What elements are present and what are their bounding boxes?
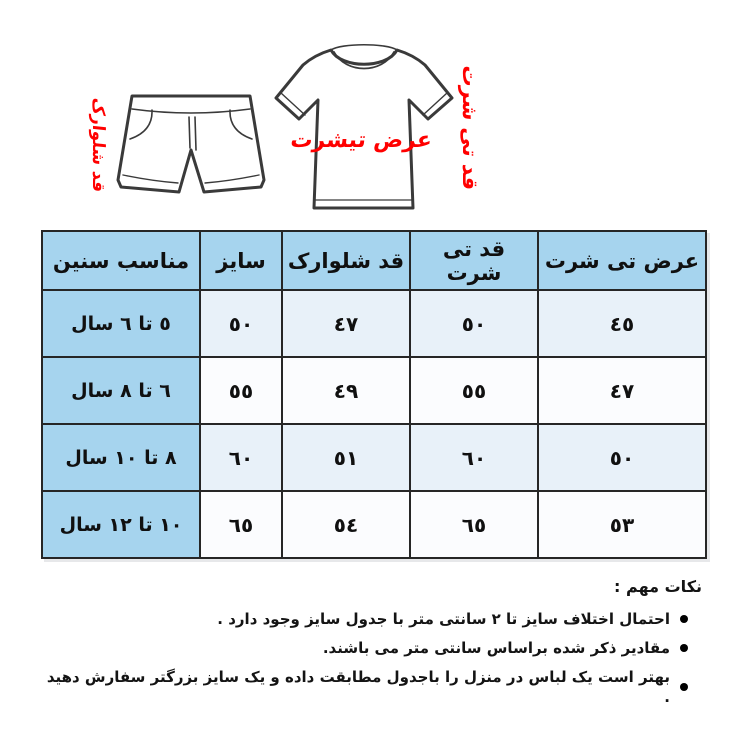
note-text: مقادیر ذکر شده براساس سانتی متر می باشند. xyxy=(322,639,670,657)
cell-shorts-length: ٤٧ xyxy=(282,290,410,357)
notes-list xyxy=(38,609,688,707)
col-header-ages: مناسب سنین xyxy=(42,231,200,290)
cell-tshirt-length: ٦٥ xyxy=(410,491,538,558)
cell-ages: ٨ تا ١٠ سال xyxy=(42,424,200,491)
cell-tshirt-width: ٥٠ xyxy=(538,424,706,491)
table-row xyxy=(42,424,706,491)
table-header-row xyxy=(42,231,706,290)
note-item xyxy=(38,638,688,658)
col-header-shorts-length: قد شلوارک xyxy=(282,231,410,290)
shorts-length-label: قد شلوارک xyxy=(88,96,108,194)
cell-tshirt-width: ٤٧ xyxy=(538,357,706,424)
table-row xyxy=(42,491,706,558)
cell-tshirt-length: ٦٠ xyxy=(410,424,538,491)
col-header-size: سایز xyxy=(200,231,282,290)
cell-ages: ٦ تا ٨ سال xyxy=(42,357,200,424)
table-row xyxy=(42,290,706,357)
notes-title: نکات مهم : xyxy=(614,577,702,596)
cell-tshirt-width: ٤٥ xyxy=(538,290,706,357)
cell-tshirt-length: ٥٥ xyxy=(410,357,538,424)
bullet-icon xyxy=(680,615,688,623)
cell-size: ٦٥ xyxy=(200,491,282,558)
tshirt-length-label: قد تی شرت xyxy=(458,64,482,192)
cell-shorts-length: ٥٤ xyxy=(282,491,410,558)
size-table xyxy=(41,230,707,559)
tshirt-width-label: عرض تیشرت xyxy=(289,128,434,153)
shorts-drawing xyxy=(112,86,270,208)
cell-ages: ١٠ تا ١٢ سال xyxy=(42,491,200,558)
notes-section xyxy=(38,577,702,716)
note-item xyxy=(38,667,688,707)
note-text: احتمال اختلاف سایز تا ۲ سانتی متر با جدول سایز وجود دارد . xyxy=(217,610,670,628)
note-text: بهتر است یک لباس در منزل را باجدول مطابقت داده و یک سایز بزرگتر سفارش دهید . xyxy=(46,668,670,706)
col-header-tshirt-width: عرض تی شرت xyxy=(538,231,706,290)
cell-shorts-length: ٥١ xyxy=(282,424,410,491)
cell-size: ٥٥ xyxy=(200,357,282,424)
table-row xyxy=(42,357,706,424)
bullet-icon xyxy=(680,683,688,691)
cell-size: ٦٠ xyxy=(200,424,282,491)
cell-tshirt-length: ٥٠ xyxy=(410,290,538,357)
bullet-icon xyxy=(680,644,688,652)
cell-tshirt-width: ٥٣ xyxy=(538,491,706,558)
cell-shorts-length: ٤٩ xyxy=(282,357,410,424)
cell-size: ٥٠ xyxy=(200,290,282,357)
note-item xyxy=(38,609,688,629)
cell-ages: ٥ تا ٦ سال xyxy=(42,290,200,357)
col-header-tshirt-length: قد تی شرت xyxy=(410,231,538,290)
